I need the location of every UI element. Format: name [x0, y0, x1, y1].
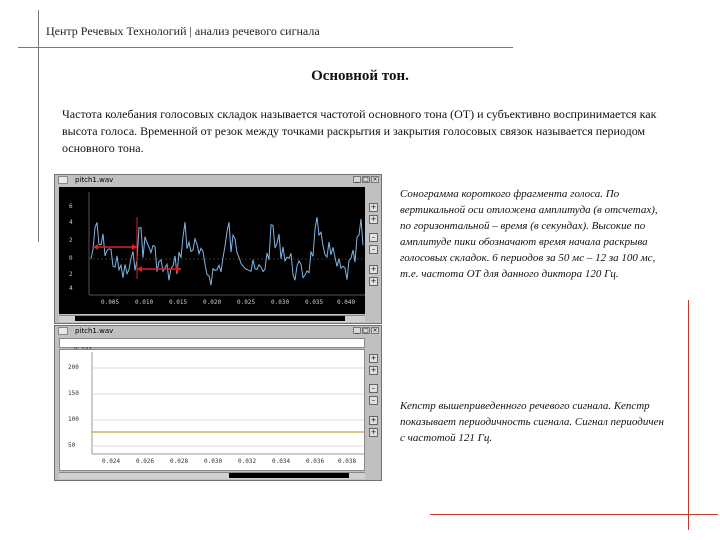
cepstrum-svg	[60, 350, 364, 470]
zoom-in-button[interactable]: +	[370, 277, 377, 285]
waveform-trace	[91, 217, 363, 285]
cepstrum-window[interactable]	[54, 325, 382, 481]
period-arrow-1-head-right	[132, 244, 137, 250]
x-tick: 0.005	[101, 299, 120, 306]
zoom-in-button[interactable]: +	[370, 215, 377, 223]
left-rule	[38, 10, 39, 242]
zoom-in-button[interactable]: +	[370, 366, 377, 374]
period-arrow-2-head-left	[137, 266, 142, 272]
maximize-button[interactable]: □	[363, 327, 369, 334]
y-tick: 4	[69, 285, 73, 292]
zoom-out-button[interactable]: –	[369, 245, 378, 254]
cepstrum-window-titlebar[interactable]	[55, 326, 381, 336]
minimize-button[interactable]: _	[353, 327, 361, 334]
maximize-button[interactable]: □	[363, 176, 369, 183]
y-tick: 100	[68, 416, 79, 423]
zoom-out-button[interactable]: –	[369, 384, 378, 393]
y-tick: 150	[68, 390, 79, 397]
y-tick: 6	[69, 203, 73, 210]
cursor-readout-bar	[59, 338, 365, 348]
window-title: pitch1.wav	[75, 327, 114, 335]
slide-header: Центр Речевых Технологий | анализ речевого сигнала	[46, 24, 320, 38]
intro-text: Частота колебания голосовых складок называется частотой основного тона (ОТ) и субъективно воспринимается как высота голоса. Временной от резок между точками раскрытия и закрытия голосовых связок называется периодом основного тона.	[62, 107, 657, 155]
waveform-window-titlebar[interactable]	[55, 175, 381, 185]
slide-title: Основной тон.	[311, 68, 409, 84]
zoom-out-button[interactable]: –	[369, 396, 378, 405]
x-tick: 0.024	[102, 458, 121, 465]
cepstrum-caption: Кепстр вышеприведенного речевого сигнала. Кепстр показывает периодичность сигнала. Сигнал периодичен с частотой 121 Гц.	[400, 400, 664, 444]
y-tick: 2	[69, 271, 73, 278]
horizontal-scrollbar[interactable]	[59, 472, 365, 479]
y-tick: 4	[69, 219, 73, 226]
scrollbar-thumb[interactable]	[229, 473, 349, 478]
x-tick: 0.035	[305, 299, 324, 306]
x-tick: 0.010	[135, 299, 154, 306]
zoom-in-button[interactable]: +	[370, 416, 377, 424]
zoom-in-button[interactable]: +	[370, 354, 377, 362]
right-rule	[688, 300, 689, 530]
y-tick: 50	[68, 442, 76, 449]
zoom-out-button[interactable]: –	[369, 233, 378, 242]
y-tick: 0	[69, 255, 73, 262]
x-tick: 0.015	[169, 299, 188, 306]
minimize-button[interactable]: _	[353, 176, 361, 183]
x-tick: 0.028	[170, 458, 189, 465]
x-tick: 0.020	[203, 299, 222, 306]
spectrogram-caption: Сонограмма короткого фрагмента голоса. По вертикальной оси отложена амплитуда (в отсчетах), по горизонтальной – время (в секундах). Высокие по амплитуде пики обозначают время начала раскрыва голосовых складок. 6 периодов за 50 мс – 12 за 100 мс, т.е. частота ОТ для данного диктора 120 Гц.	[400, 188, 658, 280]
period-arrow-2-head-right	[176, 266, 181, 272]
window-title: pitch1.wav	[75, 176, 114, 184]
close-button[interactable]: ×	[372, 327, 378, 334]
zoom-in-button[interactable]: +	[370, 265, 377, 273]
zoom-in-button[interactable]: +	[370, 203, 377, 211]
y-tick: 200	[68, 364, 79, 371]
window-menu-icon[interactable]	[58, 327, 68, 335]
x-tick: 0.032	[238, 458, 257, 465]
footer-rule	[430, 514, 718, 515]
x-tick: 0.026	[136, 458, 155, 465]
waveform-plot[interactable]	[59, 187, 365, 314]
waveform-svg	[59, 187, 365, 314]
x-tick: 0.025	[237, 299, 256, 306]
zoom-in-button[interactable]: +	[370, 428, 377, 436]
x-tick: 0.030	[271, 299, 290, 306]
y-tick: 2	[69, 237, 73, 244]
x-tick: 0.038	[338, 458, 357, 465]
close-button[interactable]: ×	[372, 176, 378, 183]
x-tick: 0.040	[337, 299, 356, 306]
window-menu-icon[interactable]	[58, 176, 68, 184]
x-tick: 0.030	[204, 458, 223, 465]
horizontal-scrollbar[interactable]	[59, 315, 365, 322]
x-tick: 0.036	[306, 458, 325, 465]
scrollbar-thumb[interactable]	[75, 316, 345, 321]
header-rule	[18, 47, 513, 48]
cepstrum-plot[interactable]	[59, 349, 365, 471]
x-tick: 0.034	[272, 458, 291, 465]
waveform-window[interactable]	[54, 174, 382, 324]
